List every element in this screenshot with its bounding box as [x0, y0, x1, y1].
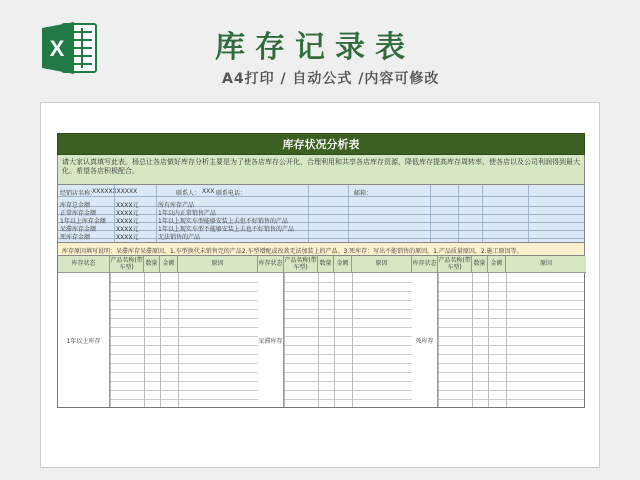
grid-col-line	[488, 273, 489, 407]
grid-col-line	[472, 273, 473, 407]
grid-col-line	[352, 273, 353, 407]
info-amount[interactable]: XXXX元	[116, 226, 139, 233]
col-header-product: 产品名称(带车型)	[110, 256, 143, 271]
grid-col-line	[110, 273, 111, 407]
grid-col-line	[160, 273, 161, 407]
spreadsheet-preview	[40, 102, 600, 468]
info-desc: 所有库存产品	[158, 202, 195, 209]
info-divider	[156, 185, 157, 242]
col-header-amount: 金额	[334, 256, 352, 273]
info-divider	[430, 185, 431, 242]
grid-col-line	[178, 273, 179, 407]
info-label: 1年以上库存金额	[60, 218, 106, 225]
store-label: 经销店名称：	[60, 190, 97, 197]
info-desc: 1年以上现实车型不能够安装上去也不好销售的产品	[158, 226, 294, 233]
col-header-status: 库存状态	[58, 256, 110, 273]
fill-note: 库存原因填写说明：呆滞库存呆滞原因，1.车型换代未销售完的产品2.车型增配或改款无法加装上的产品。3.死库存：写出不能销售的原因，1.产品质量原因，2.施工原因等。	[57, 243, 585, 256]
grid-col-line	[284, 273, 285, 407]
logo-letter: X	[49, 36, 65, 61]
inventory-grid	[57, 256, 585, 408]
col-header-product: 产品名称(带车型)	[284, 256, 317, 271]
col-header-reason: 原因	[178, 256, 258, 273]
info-label: 库存总金额	[60, 202, 91, 209]
excel-icon	[40, 20, 98, 76]
col-header-status: 库存状态	[258, 256, 284, 273]
col-header-reason: 原因	[352, 256, 412, 273]
contact-label: 联系人：	[176, 190, 201, 197]
store-row	[58, 187, 584, 197]
contact-value[interactable]: XXX	[202, 188, 215, 195]
info-row	[58, 199, 584, 207]
info-divider	[308, 185, 309, 242]
page-header	[0, 0, 640, 100]
grid-col-line	[318, 273, 319, 407]
info-desc: 1年以内正常销售产品	[158, 210, 216, 217]
grid-col-line	[334, 273, 335, 407]
sheet-title: 库存状况分析表	[57, 133, 585, 155]
info-row	[58, 231, 584, 239]
col-header-qty: 数量	[472, 256, 488, 273]
phone-label: 联系电话：	[216, 190, 247, 197]
col-header-reason: 原因	[506, 256, 586, 273]
col-header-product: 产品名称(带车型)	[438, 256, 471, 271]
grid-col-line	[438, 273, 439, 407]
info-label: 正常库存金额	[60, 210, 97, 217]
info-amount[interactable]: XXXX元	[116, 234, 139, 241]
info-amount[interactable]: XXXX元	[116, 202, 139, 209]
status-cell-1yr[interactable]: 1年以上库存	[58, 273, 110, 407]
col-header-qty: 数量	[318, 256, 334, 273]
info-divider	[528, 185, 529, 242]
info-label: 呆滞库存金额	[60, 226, 97, 233]
status-cell-dead[interactable]: 死库存	[412, 273, 438, 407]
info-divider	[114, 185, 115, 242]
status-cell-stagnant[interactable]: 呆滞库存	[258, 273, 284, 407]
info-divider	[482, 185, 483, 242]
info-desc: 无法销售的产品	[158, 234, 201, 241]
info-amount[interactable]: XXXX元	[116, 210, 139, 217]
col-header-qty: 数量	[144, 256, 160, 273]
mail-label: 邮箱：	[354, 190, 373, 197]
grid-col-line	[144, 273, 145, 407]
info-row	[58, 215, 584, 223]
info-row	[58, 223, 584, 231]
grid-col-line	[506, 273, 507, 407]
col-header-amount: 金额	[160, 256, 178, 273]
sheet-intro: 请大家认真填写此表。杨总让各店做好库存分析主要是为了使各店库存公开化，合理利用和共享各店库存资源，降低库存提高库存周转率，使各店以及公司利润得到最大化。希望各店积极配合。	[57, 155, 585, 185]
page-subtitle: A4打印 / 自动公式 /内容可修改	[222, 71, 440, 87]
page-title: 库存记录表	[215, 30, 415, 65]
info-divider	[458, 185, 459, 242]
info-desc: 1年以上现实车型能够安装上去但不好销售的产品	[158, 218, 288, 225]
info-row	[58, 207, 584, 215]
col-header-status: 库存状态	[412, 256, 438, 273]
info-amount[interactable]: XXXX元	[116, 218, 139, 225]
store-value[interactable]: XXXXXXXXXXX	[92, 188, 138, 195]
info-block	[57, 185, 585, 243]
col-header-amount: 金额	[488, 256, 506, 273]
info-label: 死库存金额	[60, 234, 91, 241]
info-divider	[348, 185, 349, 242]
